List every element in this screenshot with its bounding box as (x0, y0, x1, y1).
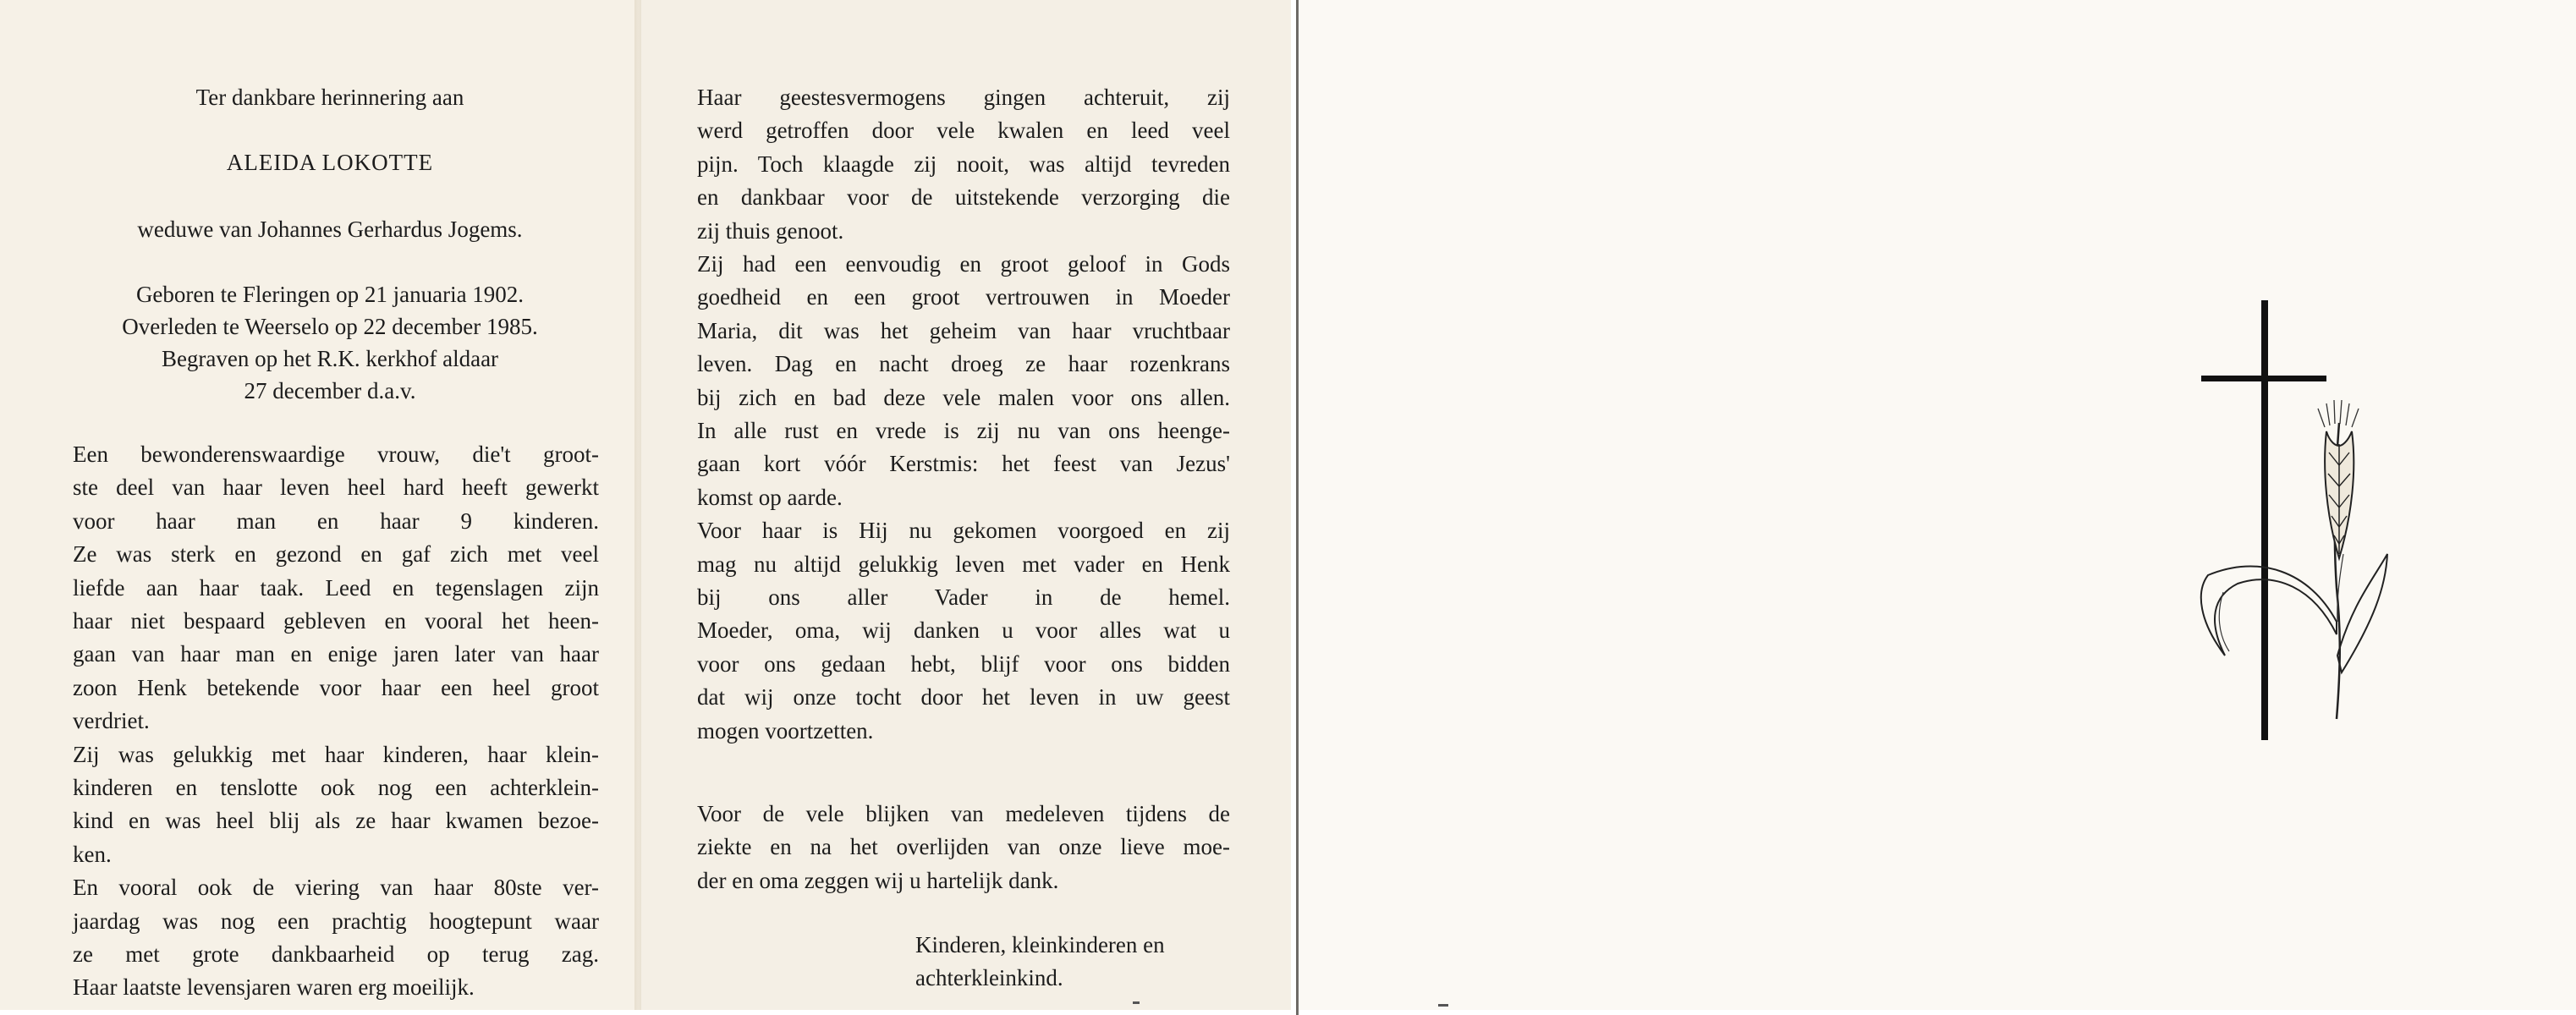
text-line: Een bewonderenswaardige vrouw, die't groot- (73, 442, 599, 467)
text-line: bij ons aller Vader in de hemel. (697, 584, 1230, 610)
text-line: Voor haar is Hij nu gekomen voorgoed en zij (697, 518, 1230, 544)
text-line: In alle rust en vrede is zij nu van ons heenge- (697, 418, 1230, 443)
text-line: Ze was sterk en gezond en gaf zich met veel (73, 541, 599, 568)
text-line: ziekte en na het overlijden van onze lieve moe- (697, 834, 1230, 860)
text-line: ste deel van haar leven heel hard heeft gewerkt (73, 475, 599, 501)
burial-date-line: 27 december d.a.v. (244, 378, 416, 403)
text-line: pijn. Toch klaagde zij nooit, was altijd tevreden (697, 151, 1230, 177)
text-line: kinderen en tenslotte ook nog een achterklein- (73, 775, 599, 800)
text-line: Maria, dit was het geheim van haar vruchtbaar (697, 317, 1230, 343)
text-line: Kinderen, kleinkinderen en (915, 932, 1165, 957)
text-line: der en oma zeggen wij u hartelijk dank. (697, 867, 1059, 893)
text-line: bij zich en bad deze vele malen voor ons allen. (697, 384, 1230, 410)
intro-line: Ter dankbare herinnering aan (195, 85, 464, 110)
death-line: Overleden te Weerselo op 22 december 1985. (122, 314, 538, 339)
text-line: werd getroffen door vele kwalen en leed veel (697, 118, 1230, 144)
text-line: jaardag was nog een prachtig hoogtepunt waar (73, 908, 599, 934)
text-line: haar niet bespaard gebleven en vooral het heen- (73, 608, 599, 634)
deceased-name: ALEIDA LOKOTTE (226, 150, 434, 175)
text-line: dat wij onze tocht door het leven in uw geest (697, 684, 1230, 710)
text-line: Moeder, oma, wij danken u voor alles wat u (697, 617, 1230, 644)
text-line: Haar geestesvermogens gingen achteruit, zij (697, 85, 1230, 110)
cross-with-wheat-icon (2191, 300, 2394, 749)
text-line: kind en was heel blij als ze haar kwamen bezoe- (73, 808, 599, 834)
text-line: achterkleinkind. (915, 965, 1063, 991)
text-line: ken. (73, 841, 112, 867)
card-fold (634, 0, 641, 1010)
text-line: En vooral ook de viering van haar 80ste ver- (73, 875, 599, 901)
text-line: mag nu altijd gelukkig leven met vader en Henk (697, 551, 1230, 577)
burial-line: Begraven op het R.K. kerkhof aldaar (161, 346, 499, 371)
page-mark (1438, 1004, 1448, 1007)
text-line: leven. Dag en nacht droeg ze haar rozenkrans (697, 351, 1230, 377)
text-line: verdriet. (73, 708, 150, 734)
text-line: Zij was gelukkig met haar kinderen, haar klein- (73, 741, 599, 767)
text-line: Haar laatste levensjaren waren erg moeilijk. (73, 974, 475, 1001)
page-mark (1133, 1001, 1140, 1004)
birth-line: Geboren te Fleringen op 21 januaria 1902. (135, 282, 525, 307)
text-line: zoon Henk betekende voor haar een heel groot (73, 674, 599, 700)
text-line: Zij had een eenvoudig en groot geloof in Gods (697, 251, 1230, 277)
inner-spread (0, 0, 1291, 1010)
text-line: gaan kort vóór Kerstmis: het feest van Jezus' (697, 451, 1230, 477)
text-line: zij thuis genoot. (697, 217, 844, 244)
text-line: goedheid en een groot vertrouwen in Moeder (697, 284, 1230, 310)
text-line: mogen voortzetten. (697, 717, 874, 743)
text-line: voor ons gedaan hebt, blijf voor ons bidden (697, 650, 1230, 677)
text-line: en dankbaar voor de uitstekende verzorging die (697, 184, 1230, 211)
text-line: komst op aarde. (697, 484, 843, 510)
text-line: ze met grote dankbaarheid op terug zag. (73, 941, 599, 967)
widow-line: weduwe van Johannes Gerhardus Jogems. (137, 217, 523, 242)
text-line: voor haar man en haar 9 kinderen. (73, 508, 599, 534)
text-line: Voor de vele blijken van medeleven tijdens de (697, 801, 1230, 826)
text-line: gaan van haar man en enige jaren later van haar (73, 641, 599, 667)
text-line: liefde aan haar taak. Leed en tegenslagen zijn (73, 574, 599, 601)
